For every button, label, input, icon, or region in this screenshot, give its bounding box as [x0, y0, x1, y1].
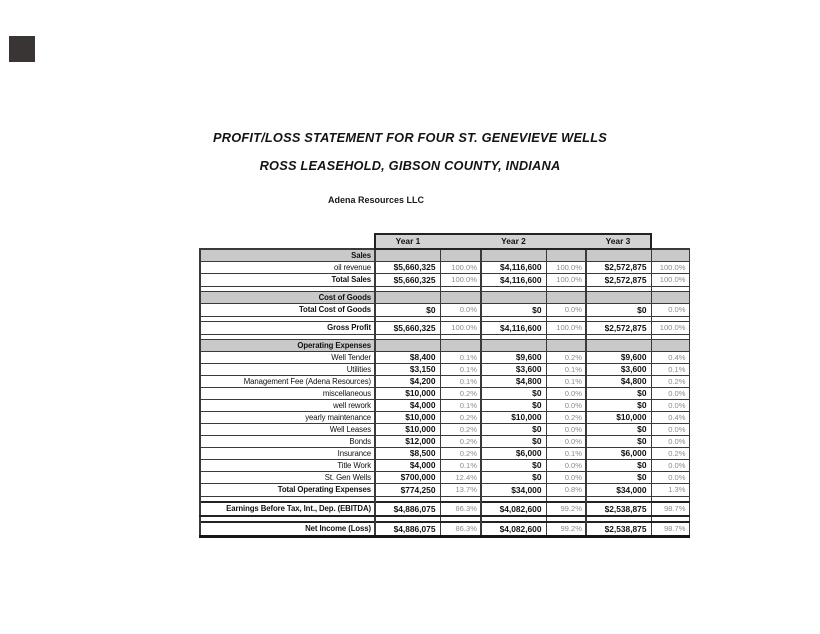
- value-cell-y3: [586, 340, 651, 352]
- pct-cell-y2: 100.0%: [546, 274, 586, 287]
- value-cell-y2: $4,082,600: [481, 522, 546, 537]
- row-label: St. Gen Wells: [200, 472, 375, 484]
- value-cell-y2: $0: [481, 400, 546, 412]
- row-label: yearly maintenance: [200, 412, 375, 424]
- row-label: Gross Profit: [200, 322, 375, 335]
- value-cell-y2: [481, 340, 546, 352]
- pct-cell-y3: 0.4%: [651, 352, 689, 364]
- value-cell-y3: $2,572,875: [586, 322, 651, 335]
- value-cell-y2: $0: [481, 472, 546, 484]
- year-header-band-gap: [440, 234, 481, 249]
- value-cell-y1: $8,400: [375, 352, 440, 364]
- pct-cell-y1: 0.1%: [440, 364, 481, 376]
- value-cell-y3: $2,538,875: [586, 522, 651, 537]
- pct-cell-y1: 100.0%: [440, 262, 481, 274]
- pct-cell-y1: 0.1%: [440, 460, 481, 472]
- row-utilities: [200, 364, 689, 376]
- row-management-fee-adena-resources: [200, 376, 689, 388]
- value-cell-y2: $34,000: [481, 484, 546, 497]
- value-cell-y3: $34,000: [586, 484, 651, 497]
- pct-cell-y1: [440, 340, 481, 352]
- value-cell-y1: $5,660,325: [375, 274, 440, 287]
- value-cell-y2: $0: [481, 424, 546, 436]
- pct-cell-y2: 0.1%: [546, 448, 586, 460]
- pct-cell-y2: 0.8%: [546, 484, 586, 497]
- header-left-spacer: [200, 234, 375, 249]
- row-label: oil revenue: [200, 262, 375, 274]
- value-cell-y2: $0: [481, 436, 546, 448]
- pct-cell-y1: 0.2%: [440, 412, 481, 424]
- year-header-2: Year 2: [481, 234, 546, 249]
- row-label: Title Work: [200, 460, 375, 472]
- row-yearly-maintenance: [200, 412, 689, 424]
- value-cell-y2: $4,800: [481, 376, 546, 388]
- pct-cell-y3: [651, 340, 689, 352]
- pct-cell-y2: 100.0%: [546, 262, 586, 274]
- row-label: miscellaneous: [200, 388, 375, 400]
- value-cell-y2: [481, 292, 546, 304]
- value-cell-y1: $3,150: [375, 364, 440, 376]
- row-net-income-loss: [200, 522, 689, 537]
- pct-cell-y2: 0.0%: [546, 304, 586, 317]
- row-label: Total Operating Expenses: [200, 484, 375, 497]
- pct-cell-y3: 98.7%: [651, 522, 689, 537]
- row-total-operating-expenses: [200, 484, 689, 497]
- row-label: Earnings Before Tax, Int., Dep. (EBITDA): [200, 502, 375, 516]
- company-name: Adena Resources LLC: [327, 195, 425, 205]
- row-total-sales: [200, 274, 689, 287]
- row-total-cost-of-goods: [200, 304, 689, 317]
- pl-table: [199, 233, 690, 538]
- row-title-work: [200, 460, 689, 472]
- pct-cell-y2: [546, 249, 586, 262]
- row-sales: [200, 249, 689, 262]
- pct-cell-y1: 0.2%: [440, 448, 481, 460]
- pct-cell-y2: 99.2%: [546, 522, 586, 537]
- pct-cell-y1: 13.7%: [440, 484, 481, 497]
- pct-cell-y2: 100.0%: [546, 322, 586, 335]
- value-cell-y1: [375, 292, 440, 304]
- pct-cell-y3: [651, 292, 689, 304]
- value-cell-y1: $4,000: [375, 460, 440, 472]
- value-cell-y2: $4,116,600: [481, 262, 546, 274]
- year-header-1: Year 1: [375, 234, 440, 249]
- pct-cell-y2: 0.0%: [546, 436, 586, 448]
- value-cell-y2: $4,116,600: [481, 274, 546, 287]
- year-header-3: Year 3: [586, 234, 651, 249]
- value-cell-y2: $0: [481, 460, 546, 472]
- page-subtitle: ROSS LEASEHOLD, GIBSON COUNTY, INDIANA: [259, 158, 561, 173]
- value-cell-y1: $4,000: [375, 400, 440, 412]
- pct-cell-y1: 0.1%: [440, 376, 481, 388]
- pct-cell-y2: 0.2%: [546, 352, 586, 364]
- value-cell-y3: $0: [586, 460, 651, 472]
- value-cell-y3: $0: [586, 400, 651, 412]
- pct-cell-y3: 0.1%: [651, 364, 689, 376]
- year-header-band-gap: [546, 234, 586, 249]
- value-cell-y1: $10,000: [375, 424, 440, 436]
- pct-cell-y1: 0.2%: [440, 424, 481, 436]
- pct-cell-y2: 99.2%: [546, 502, 586, 516]
- row-label: Cost of Goods: [200, 292, 375, 304]
- value-cell-y3: $6,000: [586, 448, 651, 460]
- value-cell-y2: $3,600: [481, 364, 546, 376]
- row-gross-profit: [200, 322, 689, 335]
- row-label: Utilities: [200, 364, 375, 376]
- value-cell-y1: $10,000: [375, 412, 440, 424]
- value-cell-y3: $0: [586, 436, 651, 448]
- pct-cell-y3: 0.0%: [651, 388, 689, 400]
- row-label: Sales: [200, 249, 375, 262]
- pct-cell-y2: 0.1%: [546, 376, 586, 388]
- row-label: Operating Expenses: [200, 340, 375, 352]
- pct-cell-y3: 100.0%: [651, 262, 689, 274]
- row-label: Well Leases: [200, 424, 375, 436]
- pct-cell-y3: 0.0%: [651, 472, 689, 484]
- pct-cell-y1: 100.0%: [440, 274, 481, 287]
- value-cell-y2: $0: [481, 304, 546, 317]
- value-cell-y1: $774,250: [375, 484, 440, 497]
- row-well-tender: [200, 352, 689, 364]
- pct-cell-y1: 100.0%: [440, 322, 481, 335]
- pct-cell-y1: 0.2%: [440, 388, 481, 400]
- row-label: Net Income (Loss): [200, 522, 375, 537]
- value-cell-y1: $700,000: [375, 472, 440, 484]
- pct-cell-y1: 12.4%: [440, 472, 481, 484]
- pct-cell-y3: 100.0%: [651, 274, 689, 287]
- value-cell-y3: $0: [586, 388, 651, 400]
- pct-cell-y2: 0.0%: [546, 388, 586, 400]
- row-label: Insurance: [200, 448, 375, 460]
- row-label: Total Cost of Goods: [200, 304, 375, 317]
- pct-cell-y2: 0.0%: [546, 460, 586, 472]
- header-right-spacer: [651, 234, 689, 249]
- value-cell-y1: $0: [375, 304, 440, 317]
- value-cell-y2: [481, 249, 546, 262]
- value-cell-y3: $0: [586, 304, 651, 317]
- pct-cell-y1: 0.2%: [440, 436, 481, 448]
- row-cost-of-goods: [200, 292, 689, 304]
- pct-cell-y3: 98.7%: [651, 502, 689, 516]
- pct-cell-y1: 0.1%: [440, 400, 481, 412]
- pct-cell-y2: [546, 340, 586, 352]
- value-cell-y3: $2,538,875: [586, 502, 651, 516]
- value-cell-y3: $0: [586, 424, 651, 436]
- pct-cell-y3: 0.2%: [651, 376, 689, 388]
- pct-cell-y1: 0.1%: [440, 352, 481, 364]
- pct-cell-y1: [440, 249, 481, 262]
- value-cell-y1: $10,000: [375, 388, 440, 400]
- pct-cell-y3: 0.0%: [651, 460, 689, 472]
- value-cell-y2: $10,000: [481, 412, 546, 424]
- value-cell-y3: $0: [586, 472, 651, 484]
- pct-cell-y3: 0.2%: [651, 448, 689, 460]
- value-cell-y1: $5,660,325: [375, 322, 440, 335]
- pct-cell-y3: 0.0%: [651, 424, 689, 436]
- row-st-gen-wells: [200, 472, 689, 484]
- row-operating-expenses: [200, 340, 689, 352]
- row-bonds: [200, 436, 689, 448]
- value-cell-y3: [586, 292, 651, 304]
- value-cell-y1: [375, 340, 440, 352]
- value-cell-y1: [375, 249, 440, 262]
- value-cell-y2: $0: [481, 388, 546, 400]
- row-earnings-before-tax-int-dep-ebitda: [200, 502, 689, 516]
- value-cell-y3: $10,000: [586, 412, 651, 424]
- value-cell-y1: $5,660,325: [375, 262, 440, 274]
- pct-cell-y3: 1.3%: [651, 484, 689, 497]
- pct-cell-y3: 0.0%: [651, 400, 689, 412]
- row-insurance: [200, 448, 689, 460]
- pct-cell-y3: 0.4%: [651, 412, 689, 424]
- page-title: PROFIT/LOSS STATEMENT FOR FOUR ST. GENEVIEVE WELLS: [213, 130, 607, 145]
- value-cell-y1: $4,886,075: [375, 522, 440, 537]
- row-label: Bonds: [200, 436, 375, 448]
- value-cell-y2: $6,000: [481, 448, 546, 460]
- value-cell-y1: $4,886,075: [375, 502, 440, 516]
- row-well-leases: [200, 424, 689, 436]
- pct-cell-y3: 0.0%: [651, 436, 689, 448]
- value-cell-y1: $4,200: [375, 376, 440, 388]
- pct-cell-y2: [546, 292, 586, 304]
- pct-cell-y3: 100.0%: [651, 322, 689, 335]
- pct-cell-y2: 0.2%: [546, 412, 586, 424]
- row-label: Management Fee (Adena Resources): [200, 376, 375, 388]
- value-cell-y1: $12,000: [375, 436, 440, 448]
- value-cell-y2: $4,116,600: [481, 322, 546, 335]
- pct-cell-y1: 86.3%: [440, 502, 481, 516]
- pct-cell-y2: 0.0%: [546, 424, 586, 436]
- value-cell-y2: $9,600: [481, 352, 546, 364]
- row-label: Well Tender: [200, 352, 375, 364]
- value-cell-y3: $2,572,875: [586, 262, 651, 274]
- pct-cell-y1: 86.3%: [440, 522, 481, 537]
- value-cell-y3: $3,600: [586, 364, 651, 376]
- pct-cell-y2: 0.0%: [546, 400, 586, 412]
- row-miscellaneous: [200, 388, 689, 400]
- row-label: Total Sales: [200, 274, 375, 287]
- pct-cell-y1: 0.0%: [440, 304, 481, 317]
- pct-cell-y2: 0.1%: [546, 364, 586, 376]
- row-label: well rework: [200, 400, 375, 412]
- pct-cell-y2: 0.0%: [546, 472, 586, 484]
- value-cell-y3: [586, 249, 651, 262]
- pct-cell-y1: [440, 292, 481, 304]
- value-cell-y3: $4,800: [586, 376, 651, 388]
- pct-cell-y3: [651, 249, 689, 262]
- value-cell-y3: $9,600: [586, 352, 651, 364]
- year-header-row: [200, 234, 689, 249]
- pct-cell-y3: 0.0%: [651, 304, 689, 317]
- value-cell-y1: $8,500: [375, 448, 440, 460]
- row-oil-revenue: [200, 262, 689, 274]
- value-cell-y3: $2,572,875: [586, 274, 651, 287]
- scan-artifact-mark: [9, 36, 35, 62]
- value-cell-y2: $4,082,600: [481, 502, 546, 516]
- row-well-rework: [200, 400, 689, 412]
